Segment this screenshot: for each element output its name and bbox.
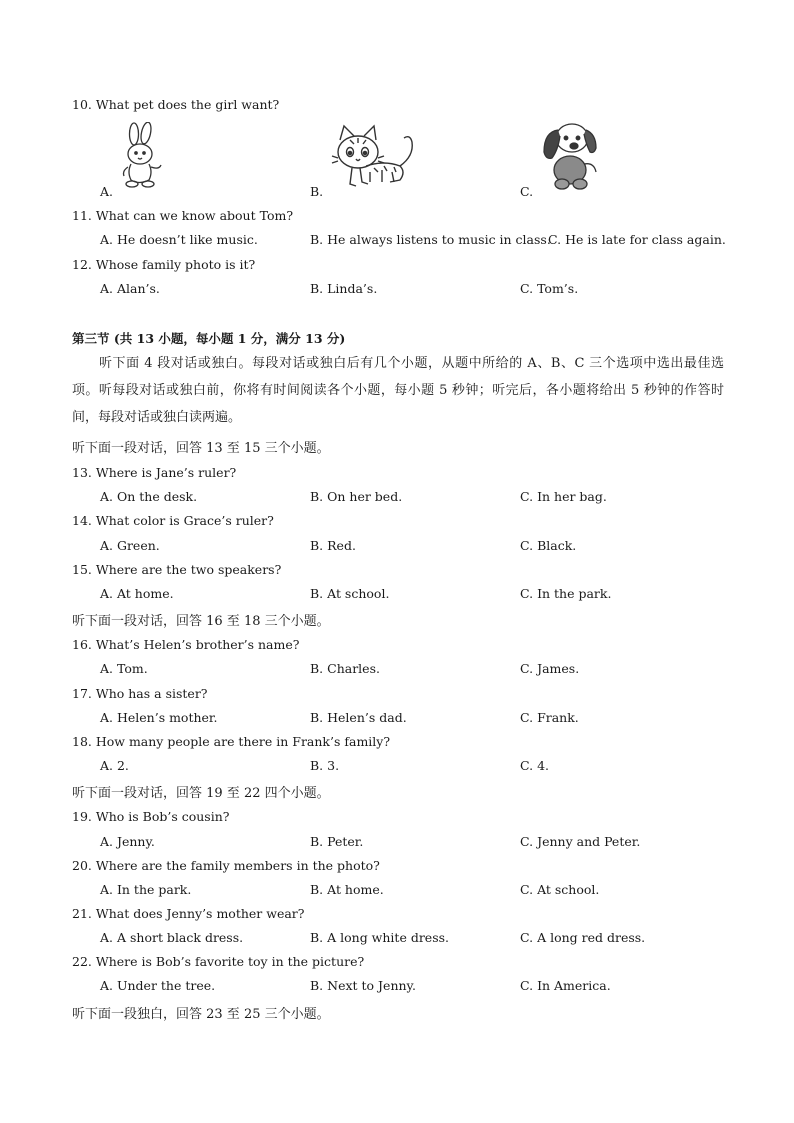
- option-22a: A. Under the tree.: [100, 978, 216, 993]
- options-21: [0, 930, 794, 946]
- options-13: [0, 489, 794, 505]
- question-17: 17. Who has a sister?: [72, 686, 208, 701]
- question-22: 22. Where is Bob’s favorite toy in the picture?: [72, 954, 365, 969]
- option-18b: B. 3.: [310, 758, 340, 773]
- option-16a: A. Tom.: [100, 661, 148, 676]
- options-17: [0, 710, 794, 726]
- option-15c: C. In the park.: [520, 586, 612, 601]
- option-18c: C. 4.: [520, 758, 549, 773]
- group-2-intro: 听下面一段对话，回答 16 至 18 三个小题。: [72, 614, 330, 629]
- section-3-instructions: 听下面 4 段对话或独白。每段对话或独白后有几个小题，从题中所给的 A、B、C 三个选项中选出最佳选项。听每段对话或独白前，你将有时间阅读各个小题，每小题 5 秒钟；听完后，各小题将给出 5 秒钟的作答时间，每段对话或独白读两遍。: [72, 356, 724, 425]
- question-19: 19. Who is Bob’s cousin?: [72, 809, 230, 824]
- group-1-intro: 听下面一段对话，回答 13 至 15 三个小题。: [72, 441, 330, 456]
- options-20: [0, 882, 794, 898]
- question-10: 10. What pet does the girl want?: [72, 97, 280, 112]
- option-19c: C. Jenny and Peter.: [520, 834, 641, 849]
- section-3-header: 第三节 (共 13 小题，每小题 1 分，满分 13 分): [72, 331, 346, 346]
- option-19b: B. Peter.: [310, 834, 364, 849]
- options-19: [0, 834, 794, 850]
- option-10a: A.: [100, 184, 114, 199]
- option-14a: A. Green.: [100, 538, 160, 553]
- option-13b: B. On her bed.: [310, 489, 403, 504]
- option-22b: B. Next to Jenny.: [310, 978, 416, 993]
- cat-icon: [330, 122, 420, 192]
- options-18: [0, 758, 794, 774]
- option-17c: C. Frank.: [520, 710, 579, 725]
- option-16b: B. Charles.: [310, 661, 380, 676]
- option-17a: A. Helen’s mother.: [100, 710, 218, 725]
- question-15: 15. Where are the two speakers?: [72, 562, 282, 577]
- option-12b: B. Linda’s.: [310, 281, 378, 296]
- options-15: [0, 586, 794, 602]
- group-3-intro: 听下面一段对话，回答 19 至 22 四个小题。: [72, 786, 330, 801]
- options-11: [0, 232, 794, 248]
- question-12: 12. Whose family photo is it?: [72, 257, 256, 272]
- options-12: [0, 281, 794, 297]
- options-22: [0, 978, 794, 994]
- option-11a: A. He doesn’t like music.: [100, 232, 258, 247]
- question-11: 11. What can we know about Tom?: [72, 208, 294, 223]
- option-11b: B. He always listens to music in class.: [310, 232, 551, 247]
- option-21b: B. A long white dress.: [310, 930, 450, 945]
- option-16c: C. James.: [520, 661, 580, 676]
- option-18a: A. 2.: [100, 758, 129, 773]
- option-14c: C. Black.: [520, 538, 577, 553]
- option-17b: B. Helen’s dad.: [310, 710, 407, 725]
- dog-icon: [538, 120, 602, 194]
- question-21: 21. What does Jenny’s mother wear?: [72, 906, 305, 921]
- options-14: [0, 538, 794, 554]
- option-15b: B. At school.: [310, 586, 390, 601]
- option-19a: A. Jenny.: [100, 834, 155, 849]
- option-21a: A. A short black dress.: [100, 930, 244, 945]
- option-20c: C. At school.: [520, 882, 600, 897]
- option-14b: B. Red.: [310, 538, 356, 553]
- option-10b: B.: [310, 184, 324, 199]
- option-13a: A. On the desk.: [100, 489, 198, 504]
- option-15a: A. At home.: [100, 586, 174, 601]
- options-16: [0, 661, 794, 677]
- rabbit-icon: [114, 122, 170, 192]
- question-18: 18. How many people are there in Frank’s family?: [72, 734, 391, 749]
- question-16: 16. What’s Helen’s brother’s name?: [72, 637, 300, 652]
- question-14: 14. What color is Grace’s ruler?: [72, 513, 274, 528]
- option-12c: C. Tom’s.: [520, 281, 579, 296]
- option-11c: C. He is late for class again.: [548, 232, 726, 247]
- question-13: 13. Where is Jane’s ruler?: [72, 465, 237, 480]
- option-10c: C.: [520, 184, 534, 199]
- option-12a: A. Alan’s.: [100, 281, 160, 296]
- question-20: 20. Where are the family members in the photo?: [72, 858, 380, 873]
- option-20b: B. At home.: [310, 882, 384, 897]
- option-13c: C. In her bag.: [520, 489, 607, 504]
- option-21c: C. A long red dress.: [520, 930, 646, 945]
- group-4-intro: 听下面一段独白，回答 23 至 25 三个小题。: [72, 1007, 330, 1022]
- option-20a: A. In the park.: [100, 882, 192, 897]
- option-22c: C. In America.: [520, 978, 611, 993]
